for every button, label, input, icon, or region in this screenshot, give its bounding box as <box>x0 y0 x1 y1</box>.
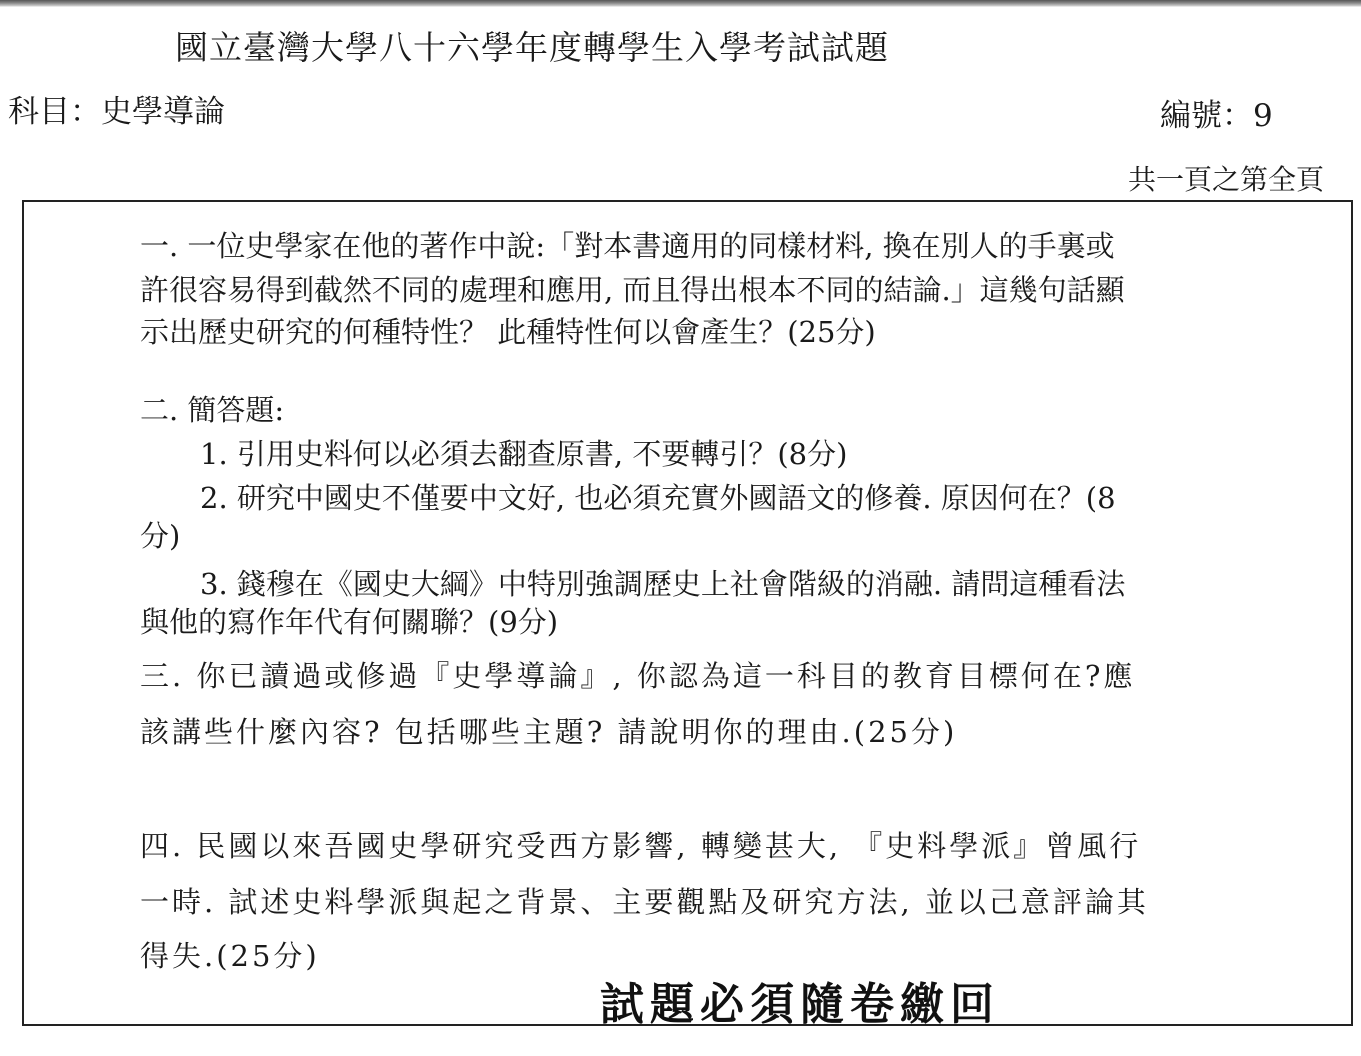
question-2-item-1: 1. 引用史料何以必須去翻查原書, 不要轉引？(8分) <box>200 437 848 471</box>
question-3-line-1: 三. 你已讀過或修過『史學導論』, 你認為這一科目的教育目標何在?應 <box>140 659 1136 693</box>
question-1-line-2: 許很容易得到截然不同的處理和應用, 而且得出根本不同的結論.」這幾句話顯 <box>140 273 1125 307</box>
exam-code: 編號：9 <box>1160 98 1273 134</box>
question-1-line-3: 示出歷史研究的何種特性？ 此種特性何以會產生？(25分) <box>140 315 876 349</box>
question-4-line-1: 四. 民國以來吾國史學研究受西方影響, 轉變甚大, 『史料學派』曾風行 <box>140 829 1142 863</box>
question-2-heading: 二. 簡答題: <box>140 393 285 427</box>
question-4-line-2: 一時. 試述史料學派與起之背景、主要觀點及研究方法, 並以己意評論其 <box>140 885 1149 919</box>
question-4-line-3: 得失.(25分) <box>140 939 320 973</box>
exam-title: 國立臺灣大學八十六學年度轉學生入學考試試題 <box>175 28 889 67</box>
page-info: 共一頁之第全頁 <box>1128 163 1325 196</box>
question-2-item-3: 3. 錢穆在《國史大綱》中特別強調歷史上社會階級的消融. 請問這種看法 <box>200 567 1126 601</box>
question-2-item-2-cont: 分) <box>140 519 181 553</box>
return-paper-stamp: 試題必須隨卷繳回 <box>600 979 1000 1030</box>
top-scan-rule <box>0 0 1361 7</box>
question-2-item-2: 2. 研究中國史不僅要中文好, 也必須充實外國語文的修養. 原因何在？(8 <box>200 481 1116 515</box>
question-1-line-1: 一. 一位史學家在他的著作中說:「對本書適用的同樣材料, 換在別人的手裏或 <box>140 229 1115 263</box>
subject-label: 科目：史學導論 <box>8 94 225 130</box>
question-2-item-3-cont: 與他的寫作年代有何關聯？(9分) <box>140 605 559 639</box>
question-3-line-2: 該講些什麼內容? 包括哪些主題? 請說明你的理由.(25分) <box>140 715 958 749</box>
